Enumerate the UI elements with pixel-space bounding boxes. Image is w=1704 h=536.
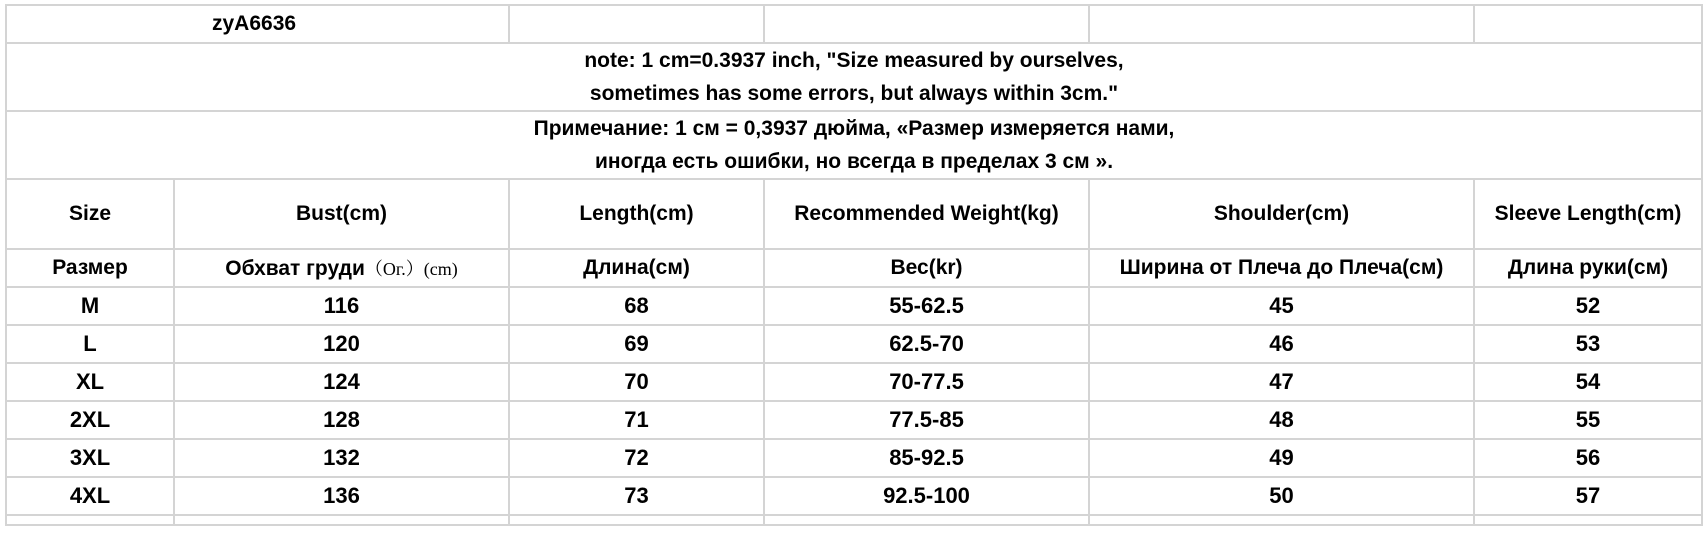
cell-shoulder: 50 <box>1089 477 1474 515</box>
empty-cell <box>1474 5 1702 43</box>
header-ru-bust <box>174 249 509 287</box>
size-chart-sheet <box>5 4 1701 536</box>
header-size: Size <box>6 179 174 249</box>
empty-cell <box>1089 5 1474 43</box>
size-chart-table <box>5 4 1703 526</box>
cell-shoulder: 48 <box>1089 401 1474 439</box>
header-english-row <box>6 179 1702 249</box>
table-row <box>6 363 1702 401</box>
empty-trailing-row <box>6 515 1702 525</box>
note-russian-row <box>6 111 1702 179</box>
cell-bust: 128 <box>174 401 509 439</box>
cell-shoulder: 46 <box>1089 325 1474 363</box>
empty-cell <box>764 5 1089 43</box>
cell-size: 2XL <box>6 401 174 439</box>
cell-weight: 92.5-100 <box>764 477 1089 515</box>
header-ru-sleeve: Длина руки(см) <box>1474 249 1702 287</box>
cell-size: 4XL <box>6 477 174 515</box>
table-row <box>6 287 1702 325</box>
cell-length: 70 <box>509 363 764 401</box>
cell-size: XL <box>6 363 174 401</box>
empty-cell <box>509 515 764 525</box>
cell-weight: 70-77.5 <box>764 363 1089 401</box>
cell-sleeve: 57 <box>1474 477 1702 515</box>
header-bust: Bust(cm) <box>174 179 509 249</box>
cell-shoulder: 47 <box>1089 363 1474 401</box>
cell-bust: 116 <box>174 287 509 325</box>
table-row <box>6 325 1702 363</box>
cell-weight: 77.5-85 <box>764 401 1089 439</box>
product-code: zyA6636 <box>6 5 509 43</box>
cell-weight: 55-62.5 <box>764 287 1089 325</box>
cell-bust: 120 <box>174 325 509 363</box>
cell-sleeve: 52 <box>1474 287 1702 325</box>
header-ru-size: Размер <box>6 249 174 287</box>
table-row <box>6 401 1702 439</box>
note-english-line-1: note: 1 cm=0.3937 inch, "Size measured by ourselves, <box>584 49 1124 72</box>
cell-shoulder: 45 <box>1089 287 1474 325</box>
product-code-row <box>6 5 1702 43</box>
note-english-line-2: sometimes has some errors, but always within 3cm." <box>589 82 1119 105</box>
header-ru-length: Длина(см) <box>509 249 764 287</box>
cell-bust: 132 <box>174 439 509 477</box>
cell-length: 68 <box>509 287 764 325</box>
header-shoulder: Shoulder(cm) <box>1089 179 1474 249</box>
cell-size: L <box>6 325 174 363</box>
empty-cell <box>174 515 509 525</box>
empty-cell <box>6 515 174 525</box>
header-ru-shoulder: Ширина от Плеча до Плеча(см) <box>1089 249 1474 287</box>
cell-sleeve: 56 <box>1474 439 1702 477</box>
cell-sleeve: 53 <box>1474 325 1702 363</box>
cell-length: 73 <box>509 477 764 515</box>
header-ru-bust-suffix: （Oг.）(cm) <box>364 259 458 279</box>
empty-cell <box>1474 515 1702 525</box>
header-ru-bust-main: Обхват груди <box>225 257 365 280</box>
header-length: Length(cm) <box>509 179 764 249</box>
cell-length: 72 <box>509 439 764 477</box>
cell-shoulder: 49 <box>1089 439 1474 477</box>
cell-weight: 62.5-70 <box>764 325 1089 363</box>
note-russian-line-2: иногда есть ошибки, но всегда в пределах 3 см ». <box>594 150 1114 173</box>
header-russian-row <box>6 249 1702 287</box>
note-english <box>6 43 1702 111</box>
header-ru-weight: Вес(kr) <box>764 249 1089 287</box>
header-weight: Recommended Weight(kg) <box>764 179 1089 249</box>
cell-bust: 124 <box>174 363 509 401</box>
table-row <box>6 477 1702 515</box>
empty-cell <box>1089 515 1474 525</box>
cell-size: 3XL <box>6 439 174 477</box>
cell-weight: 85-92.5 <box>764 439 1089 477</box>
header-sleeve: Sleeve Length(cm) <box>1474 179 1702 249</box>
cell-length: 71 <box>509 401 764 439</box>
cell-sleeve: 55 <box>1474 401 1702 439</box>
cell-size: M <box>6 287 174 325</box>
note-english-row <box>6 43 1702 111</box>
table-row <box>6 439 1702 477</box>
cell-sleeve: 54 <box>1474 363 1702 401</box>
note-russian <box>6 111 1702 179</box>
cell-length: 69 <box>509 325 764 363</box>
empty-cell <box>509 5 764 43</box>
note-russian-line-1: Примечание: 1 см = 0,3937 дюйма, «Размер измеряется нами, <box>533 117 1175 140</box>
cell-bust: 136 <box>174 477 509 515</box>
empty-cell <box>764 515 1089 525</box>
